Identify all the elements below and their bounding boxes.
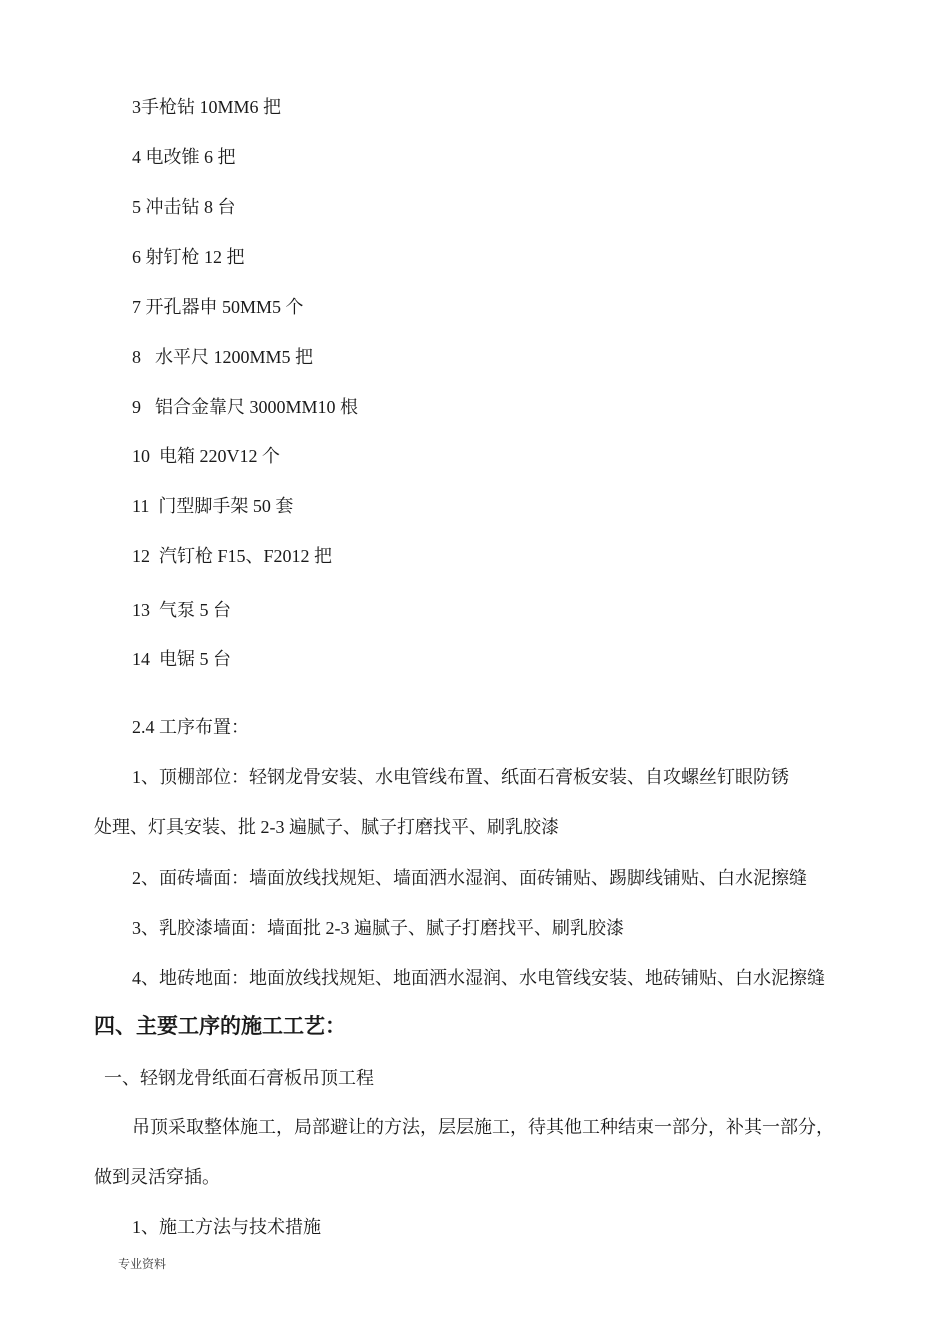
tool-text: 电锯 5 台 xyxy=(159,649,231,669)
tool-item xyxy=(132,544,332,568)
tool-number: 4 xyxy=(132,147,141,167)
tool-text: 冲击钻 8 台 xyxy=(145,197,236,217)
tool-number: 8 xyxy=(132,347,141,367)
subsection-title: 1、施工方法与技术措施 xyxy=(132,1217,321,1237)
tool-number: 10 xyxy=(132,446,150,466)
tool-item xyxy=(132,444,280,468)
tool-item xyxy=(132,345,313,369)
page-footer: 专业资料 xyxy=(118,1257,167,1271)
section-title: 2.4 工序布置： xyxy=(132,717,249,737)
tool-number: 7 xyxy=(132,297,141,317)
tool-item xyxy=(132,95,281,119)
tool-number: 14 xyxy=(132,649,150,669)
tool-text: 电箱 220V12 个 xyxy=(159,446,280,466)
subsection-title: 一、轻钢龙骨纸面石膏板吊顶工程 xyxy=(104,1068,374,1088)
paragraph-line: 3、乳胶漆墙面：墙面批 2-3 遍腻子、腻子打磨找平、刷乳胶漆 xyxy=(132,918,624,938)
tool-text: 门型脚手架 50 套 xyxy=(158,496,294,516)
tool-item xyxy=(132,494,293,518)
tool-item xyxy=(132,598,231,622)
tool-text: 电改锥 6 把 xyxy=(145,147,236,167)
tool-item xyxy=(132,195,236,219)
tool-text: 手枪钻 10MM6 把 xyxy=(141,97,282,117)
tool-text: 铝合金靠尺 3000MM10 根 xyxy=(155,397,359,417)
tool-number: 13 xyxy=(132,600,150,620)
tool-number: 6 xyxy=(132,247,141,267)
tool-item xyxy=(132,647,231,671)
section-heading: 四、主要工序的施工工艺： xyxy=(94,1014,346,1038)
tool-number: 9 xyxy=(132,397,141,417)
paragraph-line: 4、地砖地面：地面放线找规矩、地面洒水湿润、水电管线安装、地砖铺贴、白水泥擦缝 xyxy=(132,968,825,988)
tool-item xyxy=(132,145,236,169)
paragraph-line: 吊顶采取整体施工，局部避让的方法，层层施工，待其他工种结束一部分，补其一部分， xyxy=(132,1117,834,1137)
tool-item xyxy=(132,395,358,419)
tool-text: 汽钉枪 F15、F2012 把 xyxy=(159,546,333,566)
tool-number: 11 xyxy=(132,496,150,516)
tool-item xyxy=(132,245,245,269)
paragraph-line: 2、面砖墙面：墙面放线找规矩、墙面洒水湿润、面砖铺贴、踢脚线铺贴、白水泥擦缝 xyxy=(132,868,807,888)
tool-number: 5 xyxy=(132,197,141,217)
tool-number: 12 xyxy=(132,546,150,566)
paragraph-line: 处理、灯具安装、批 2-3 遍腻子、腻子打磨找平、刷乳胶漆 xyxy=(94,817,559,837)
tool-item xyxy=(132,295,304,319)
tool-text: 气泵 5 台 xyxy=(159,600,231,620)
tool-text: 开孔器申 50MM5 个 xyxy=(145,297,304,317)
paragraph-line: 做到灵活穿插。 xyxy=(94,1167,220,1187)
paragraph-line: 1、顶棚部位：轻钢龙骨安装、水电管线布置、纸面石膏板安装、自攻螺丝钉眼防锈 xyxy=(132,767,789,787)
tool-text: 射钉枪 12 把 xyxy=(145,247,245,267)
tool-number: 3 xyxy=(132,97,141,117)
tool-text: 水平尺 1200MM5 把 xyxy=(155,347,314,367)
